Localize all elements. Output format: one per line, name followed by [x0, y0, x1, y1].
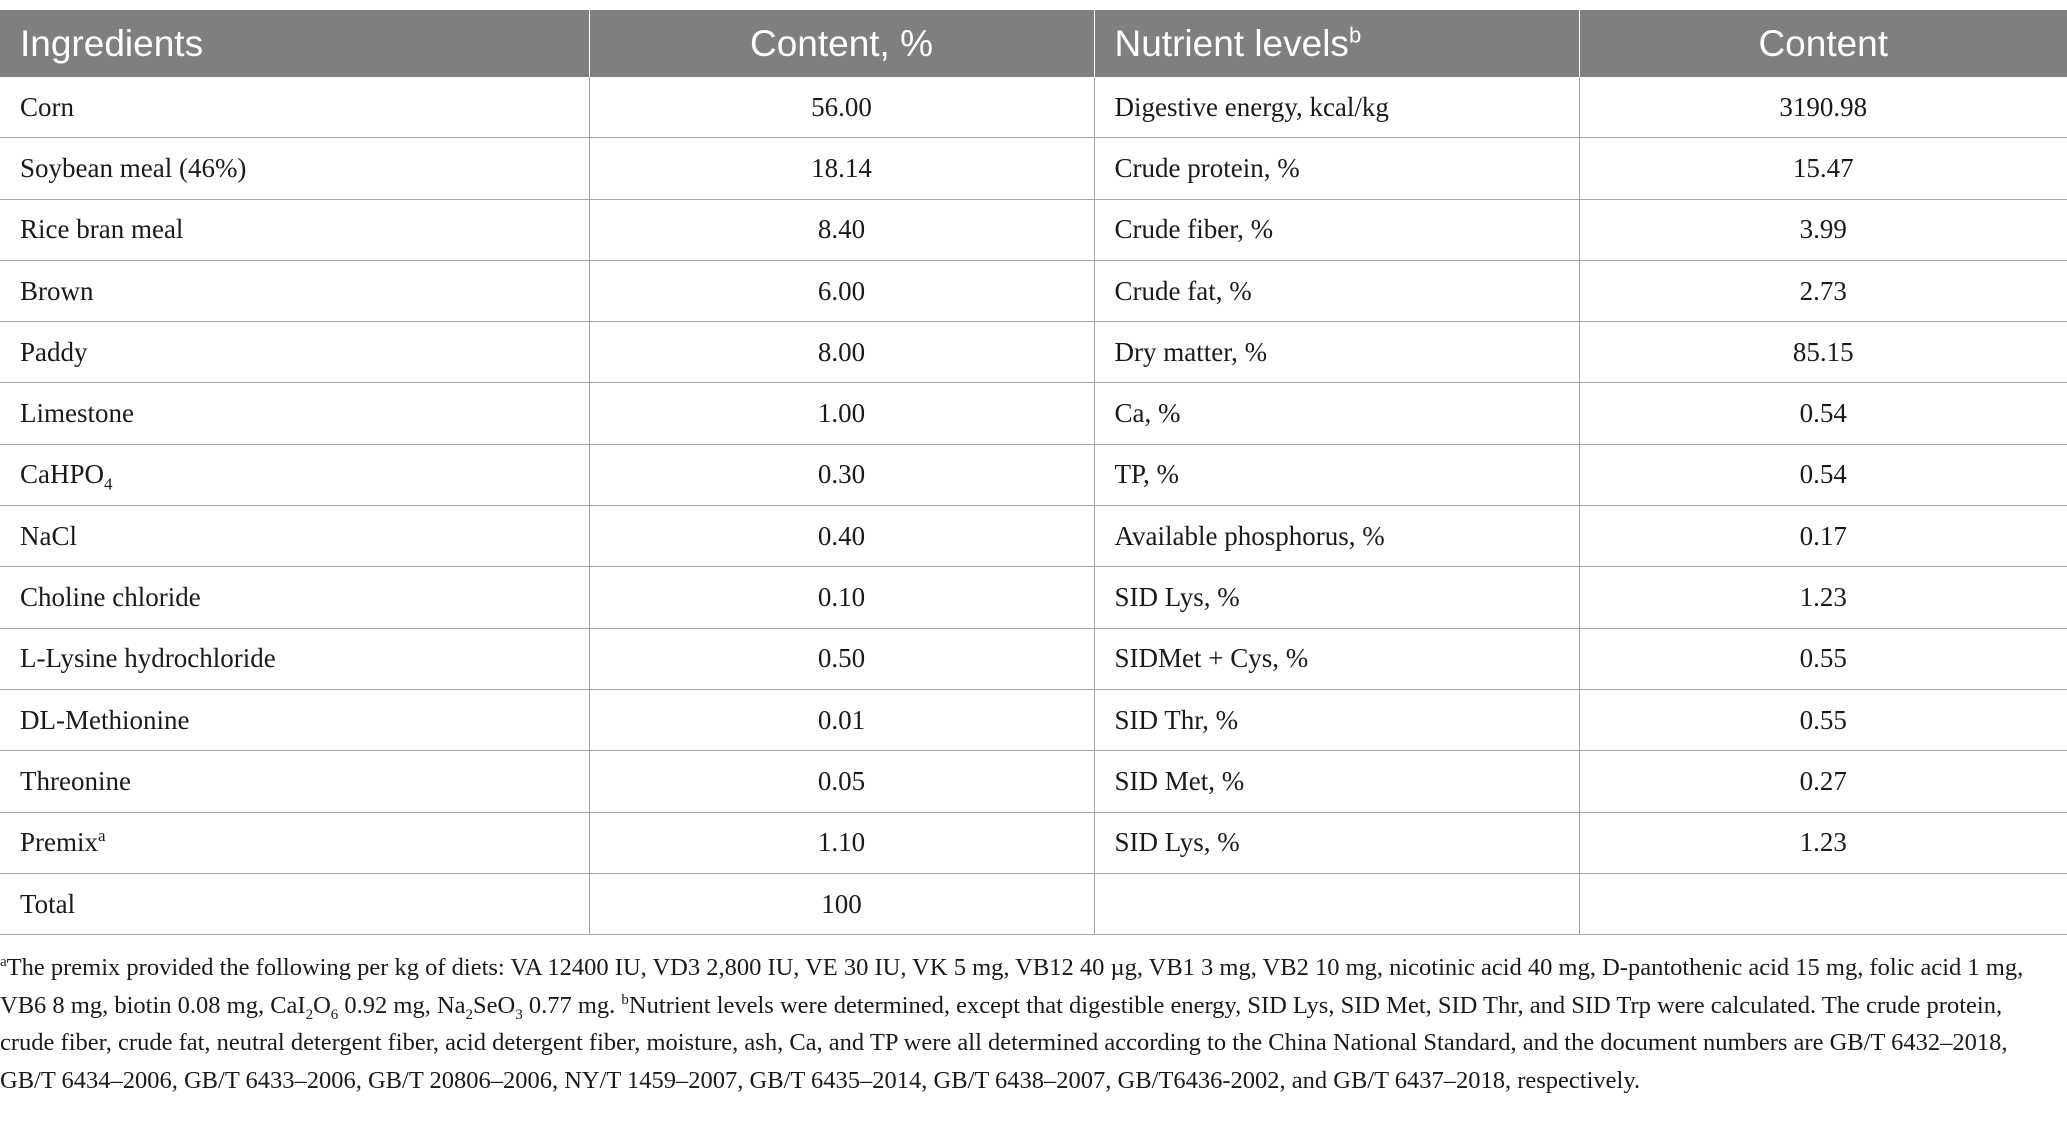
nutrient-cell: Available phosphorus, %: [1094, 506, 1579, 567]
ingredient-cell: Threonine: [0, 751, 589, 812]
table-header: [0, 10, 2067, 77]
header-content-percent: Content, %: [589, 10, 1094, 77]
nutrient-cell: SIDMet + Cys, %: [1094, 628, 1579, 689]
nutrient-cell: SID Met, %: [1094, 751, 1579, 812]
content-cell: 0.05: [589, 751, 1094, 812]
ingredient-cell: Corn: [0, 77, 589, 138]
value-cell: 0.27: [1579, 751, 2067, 812]
ingredient-cell: DL-Methionine: [0, 689, 589, 750]
formula-subscript: 3: [515, 1006, 523, 1023]
diet-composition-table: [0, 10, 2067, 935]
footnote-marker-a: a: [98, 826, 106, 846]
value-cell: [1579, 873, 2067, 934]
header-row: [0, 10, 2067, 77]
table-row: [0, 444, 2067, 505]
value-cell: 0.54: [1579, 444, 2067, 505]
ingredient-cell: Brown: [0, 260, 589, 321]
content-cell: 100: [589, 873, 1094, 934]
table-row: [0, 322, 2067, 383]
ingredient-cell: Total: [0, 873, 589, 934]
content-cell: 0.30: [589, 444, 1094, 505]
footnote-a-text: SeO: [473, 991, 516, 1019]
header-nutrient-levels-label: Nutrient levels: [1114, 22, 1349, 64]
table-row: [0, 628, 2067, 689]
ingredient-cell: Choline chloride: [0, 567, 589, 628]
content-cell: 0.10: [589, 567, 1094, 628]
value-cell: 0.54: [1579, 383, 2067, 444]
ingredient-cell: Soybean meal (46%): [0, 138, 589, 199]
table-row: [0, 260, 2067, 321]
table-row: [0, 383, 2067, 444]
header-content: Content: [1579, 10, 2067, 77]
footnote-marker-a: a: [0, 953, 7, 970]
ingredient-cell: L-Lysine hydrochloride: [0, 628, 589, 689]
nutrient-cell: Ca, %: [1094, 383, 1579, 444]
table-row: [0, 77, 2067, 138]
formula-subscript: 4: [104, 474, 113, 494]
value-cell: 0.55: [1579, 689, 2067, 750]
table-row: [0, 873, 2067, 934]
header-nutrient-levels: [1094, 10, 1579, 77]
footnote-b-text: Nutrient levels were determined, except that digestible energy, SID Lys, SID Met, SID Thr, and SID Trp were calculated. The crude protein, crude fiber, crude fat, neutral detergent fiber, acid detergent fiber, moisture, ash, Ca, and TP were all determined according to the China National Standard, and the document numbers are GB/T 6432–2018, GB/T 6434–2006, GB/T 6433–2006, GB/T 20806–2006, NY/T 1459–2007, GB/T 6435–2014, GB/T 6438–2007, GB/T6436-2002, and GB/T 6437–2018, respectively.: [0, 991, 2008, 1094]
table-footnote: [0, 949, 2060, 1099]
ingredient-cell: [0, 444, 589, 505]
formula-subscript: 6: [330, 1006, 339, 1023]
content-cell: 0.01: [589, 689, 1094, 750]
ingredient-cell: [0, 812, 589, 873]
ingredient-cell: Limestone: [0, 383, 589, 444]
ingredient-formula: CaHPO: [20, 459, 105, 490]
table-row: [0, 138, 2067, 199]
ingredient-cell: Paddy: [0, 322, 589, 383]
nutrient-cell: Digestive energy, kcal/kg: [1094, 77, 1579, 138]
nutrient-cell: Crude fiber, %: [1094, 199, 1579, 260]
footnote-a-text: O: [313, 991, 331, 1019]
footnote-a-text: 0.92 mg, Na: [338, 991, 466, 1019]
content-cell: 56.00: [589, 77, 1094, 138]
value-cell: 2.73: [1579, 260, 2067, 321]
nutrient-cell: SID Lys, %: [1094, 567, 1579, 628]
content-cell: 0.40: [589, 506, 1094, 567]
nutrient-cell: SID Lys, %: [1094, 812, 1579, 873]
content-cell: 1.10: [589, 812, 1094, 873]
value-cell: 1.23: [1579, 812, 2067, 873]
value-cell: 1.23: [1579, 567, 2067, 628]
table-row: [0, 812, 2067, 873]
header-ingredients: Ingredients: [0, 10, 589, 77]
nutrient-cell: TP, %: [1094, 444, 1579, 505]
table-row: [0, 199, 2067, 260]
ingredient-cell: Rice bran meal: [0, 199, 589, 260]
value-cell: 0.55: [1579, 628, 2067, 689]
content-cell: 0.50: [589, 628, 1094, 689]
table-row: [0, 567, 2067, 628]
table-row: [0, 751, 2067, 812]
table-body: [0, 77, 2067, 935]
nutrient-cell: Dry matter, %: [1094, 322, 1579, 383]
ingredient-name: Premix: [20, 827, 98, 858]
ingredient-cell: NaCl: [0, 506, 589, 567]
content-cell: 8.00: [589, 322, 1094, 383]
footnote-marker-b: b: [621, 991, 629, 1008]
formula-subscript: 2: [465, 1006, 474, 1023]
footnote-a-text: 0.77 mg.: [522, 991, 622, 1019]
value-cell: 3190.98: [1579, 77, 2067, 138]
content-cell: 8.40: [589, 199, 1094, 260]
nutrient-cell: SID Thr, %: [1094, 689, 1579, 750]
content-cell: 6.00: [589, 260, 1094, 321]
value-cell: 0.17: [1579, 506, 2067, 567]
value-cell: 15.47: [1579, 138, 2067, 199]
content-cell: 18.14: [589, 138, 1094, 199]
content-cell: 1.00: [589, 383, 1094, 444]
value-cell: 85.15: [1579, 322, 2067, 383]
footnote-marker-b: b: [1348, 22, 1362, 48]
nutrient-cell: Crude protein, %: [1094, 138, 1579, 199]
table-row: [0, 506, 2067, 567]
footnote-a-text: The premix provided the following per kg of diets: VA 12400 IU, VD3 2,800 IU, VE 30 IU, VK 5 mg, VB12 40 µg, VB1 3 mg, VB2 10 mg, nicotinic acid 40 mg, D-pantothenic acid 15 mg, folic acid 1 mg, VB6 8 mg, biotin 0.08 mg, CaI: [0, 954, 2024, 1019]
value-cell: 3.99: [1579, 199, 2067, 260]
table-row: [0, 689, 2067, 750]
formula-subscript: 2: [305, 1006, 314, 1023]
nutrient-cell: Crude fat, %: [1094, 260, 1579, 321]
nutrient-cell: [1094, 873, 1579, 934]
